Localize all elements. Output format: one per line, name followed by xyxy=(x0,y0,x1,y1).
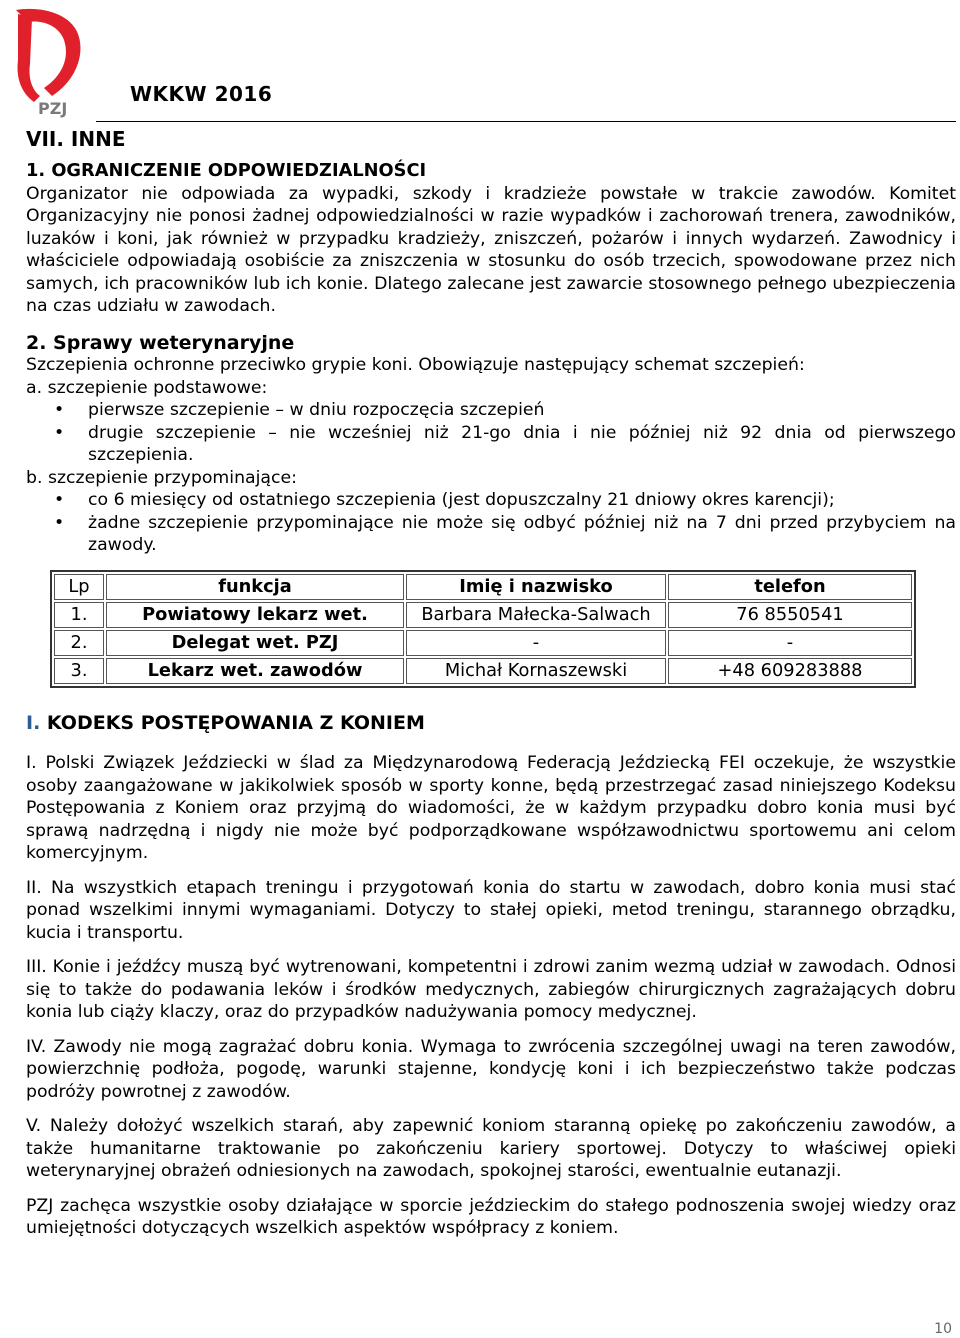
logo-text: PZJ xyxy=(38,99,68,118)
page-number: 10 xyxy=(934,1321,952,1337)
document-title: WKKW 2016 xyxy=(130,82,273,106)
section-title: VII. INNE xyxy=(26,127,126,151)
table-cell: - xyxy=(406,630,666,656)
pzj-logo xyxy=(8,4,88,118)
table-cell: Delegat wet. PZJ xyxy=(106,630,404,656)
table-header-row xyxy=(54,574,912,600)
table-header-cell: Imię i nazwisko xyxy=(406,574,666,600)
table-cell: 2. xyxy=(54,630,104,656)
vaccination-a-label: a. szczepienie podstawowe: xyxy=(26,377,268,398)
list-item: • pierwsze szczepienie – w dniu rozpoczęcia szczepień xyxy=(26,399,956,422)
table-header-cell: Lp xyxy=(54,574,104,600)
vaccination-b-label: b. szczepienie przypominające: xyxy=(26,467,297,488)
table-row xyxy=(54,658,912,684)
code-paragraph: I. Polski Związek Jeździecki w ślad za Międzynarodową Federacją Jeździecką FEI oczekuje, że wszystkie osoby zaangażowane w jakikolwiek sposób w sporty konne, będą przestrzegać zasad niniejszego Kodeksu Postępowania z Koniem oraz przyjmą do wiadomości, że w każdym przypadku dobro konia musi być sprawą nadrzędną i nigdy nie może być podporządkowane współzawodnictwu sportowemu ani celom komercyjnym. xyxy=(26,753,956,863)
table-cell: - xyxy=(668,630,912,656)
table-row xyxy=(54,630,912,656)
code-paragraph: V. Należy dołożyć wszelkich starań, aby zapewnić koniom staranną opiekę po zakończeniu zawodów, a także humanitarne traktowanie po zakończeniu kariery sportowej. Dotyczy to właściwej opieki weterynaryjnej obrażeń odniesionych na zawodach, spokojnej starości, ewentualnie eutanazji. xyxy=(26,1116,956,1181)
table-cell: Michał Kornaszewski xyxy=(406,658,666,684)
pzj-logo-icon xyxy=(8,4,88,118)
table-cell: 76 8550541 xyxy=(668,602,912,628)
table-row xyxy=(54,602,912,628)
vaccination-intro: Szczepienia ochronne przeciwko grypie koni. Obowiązuje następujący schemat szczepień: xyxy=(26,355,805,375)
header-divider xyxy=(96,121,956,122)
heading-code-title: KODEKS POSTĘPOWANIA Z KONIEM xyxy=(46,711,425,734)
table-cell: Barbara Małecka-Salwach xyxy=(406,602,666,628)
list-item: • co 6 miesięcy od ostatniego szczepienia (jest dopuszczalny 21 dniowy okres karencji); xyxy=(26,489,956,512)
list-item: • żadne szczepienie przypominające nie może się odbyć później niż na 7 dni przed przybyciem na zawody. xyxy=(26,512,956,557)
liability-text: Organizator nie odpowiada za wypadki, szkody i kradzieże powstałe w trakcie zawodów. Komitet Organizacyjny nie ponosi żadnej odpowiedzialności w razie wypadków i zachorowań trenera, zawodników, luzaków i koni, jak również w przypadku kradzieży, zniszczeń, pożarów i innych wydarzeń. Zawodnicy i właściciele odpowiadają osobiście za zniszczenia w stosunku do osób trzecich, spowodowane przez nich samych, ich pracowników lub ich konie. Dlatego zalecane jest zawarcie stosownego pełnego ubezpieczenia na czas udziału w zawodach. xyxy=(26,183,956,316)
table-cell: +48 609283888 xyxy=(668,658,912,684)
table-cell: Powiatowy lekarz wet. xyxy=(106,602,404,628)
heading-roman-numeral: I. xyxy=(26,711,41,734)
table-cell: 3. xyxy=(54,658,104,684)
document-body xyxy=(26,160,956,1240)
code-paragraph: III. Konie i jeźdźcy muszą być wytrenowani, kompetentni i zdrowi zanim wezmą udział w zawodach. Odnosi się to także do podawania leków i środków medycznych, zabiegów chirurgicznych zagrażających dobru konia lub ciąży klaczy, oraz do przypadków nadużywania pomocy medycznej. xyxy=(26,957,956,1022)
code-paragraph: PZJ zachęca wszystkie osoby działające w sporcie jeździeckim do stałego podnoszenia swojej wiedzy oraz umiejętności dotyczących wszelkich aspektów współpracy z koniem. xyxy=(26,1195,956,1238)
vaccination-b-list xyxy=(26,489,956,557)
table-header-cell: telefon xyxy=(668,574,912,600)
code-paragraph: IV. Zawody nie mogą zagrażać dobru konia. Wymaga to zwrócenia szczególnej uwagi na teren zawodów, powierzchnię podłoża, pogodę, warunki stajenne, kondycję koni i ich bezpieczeństwo także podczas podróży powrotnej z zawodów. xyxy=(26,1036,956,1102)
veterinary-contacts-table xyxy=(50,570,916,688)
vaccination-a-list xyxy=(26,399,956,467)
list-item: • drugie szczepienie – nie wcześniej niż 21-go dnia i nie później niż 92 dnia od pierwszego szczepienia. xyxy=(26,422,956,467)
heading-code-of-conduct xyxy=(26,712,956,735)
table-cell: 1. xyxy=(54,602,104,628)
table-cell: Lekarz wet. zawodów xyxy=(106,658,404,684)
code-paragraph: II. Na wszystkich etapach treningu i przygotowań konia do startu w zawodach, dobro konia musi stać ponad wszelkimi innymi wymaganiami. Dotyczy to stałej opieki, metod treningu, starannego obrządku, kucia i transportu. xyxy=(26,877,956,943)
heading-veterinary: 2. Sprawy weterynaryjne xyxy=(26,331,295,354)
table-header-cell: funkcja xyxy=(106,574,404,600)
heading-liability: 1. OGRANICZENIE ODPOWIEDZIALNOŚCI xyxy=(26,160,427,181)
